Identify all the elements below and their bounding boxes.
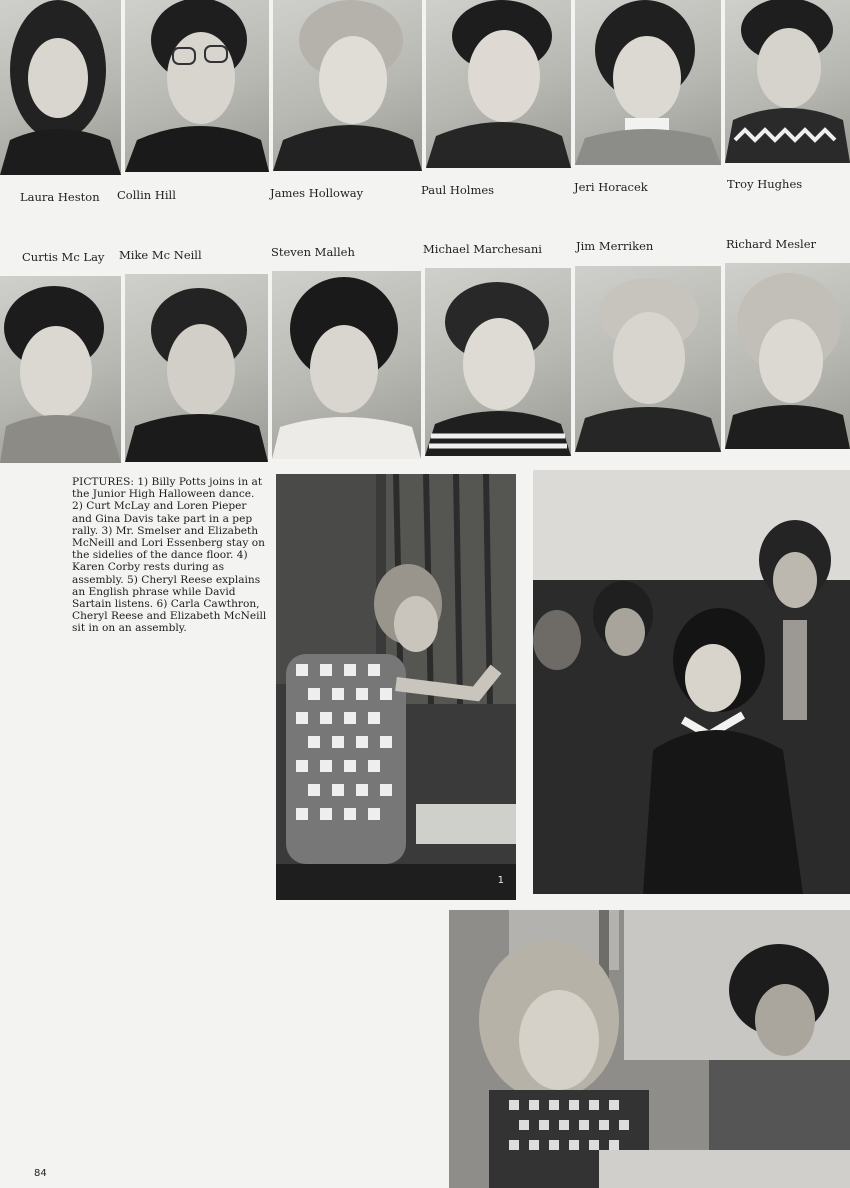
name-michael-marchesani: Michael Marchesani xyxy=(423,242,542,256)
portrait-jeri-horacek xyxy=(575,0,721,165)
name-troy-hughes: Troy Hughes xyxy=(727,177,803,191)
name-laura-heston: Laura Heston xyxy=(20,190,100,204)
portrait-curtis-mc-lay xyxy=(0,276,121,463)
name-collin-hill: Collin Hill xyxy=(117,188,176,202)
portrait-paul-holmes xyxy=(426,0,571,168)
name-james-holloway: James Holloway xyxy=(270,186,364,200)
name-curtis-mc-lay: Curtis Mc Lay xyxy=(22,250,105,264)
portrait-james-holloway xyxy=(273,0,422,171)
page-number: 84 xyxy=(34,1168,47,1179)
portrait-jim-merriken xyxy=(575,266,721,452)
portrait-michael-marchesani xyxy=(425,268,571,456)
name-mike-mc-neill: Mike Mc Neill xyxy=(119,248,202,262)
portrait-steven-malleh xyxy=(272,271,421,459)
name-paul-holmes: Paul Holmes xyxy=(421,183,495,197)
portrait-troy-hughes xyxy=(725,0,850,163)
photo-classroom xyxy=(449,910,850,1188)
portrait-laura-heston xyxy=(0,0,121,175)
photo-group-rally xyxy=(533,470,850,894)
photo-caption: PICTURES: 1) Billy Potts joins in at the Junior High Halloween dance. 2) Curt McLay and Loren Pieper and Gina Davis take part in a pep rally. 3) Mr. Smelser and Elizabeth McNeill and Lori Essenberg stay on the sidelies of the dance floor. 4) Karen Corby rests during as assembly. 5) Cheryl Reese explains an English phrase while David Sartain listens. 6) Carla Cawthron, Cheryl Reese and Elizabeth McNeill sit in on an assembly. xyxy=(72,476,267,635)
portrait-mike-mc-neill xyxy=(125,274,268,462)
photo-number: 1 xyxy=(497,875,504,886)
portrait-richard-mesler xyxy=(725,263,850,449)
name-jim-merriken: Jim Merriken xyxy=(576,239,654,253)
name-steven-malleh: Steven Malleh xyxy=(271,245,355,259)
name-richard-mesler: Richard Mesler xyxy=(726,237,817,251)
name-jeri-horacek: Jeri Horacek xyxy=(574,180,648,194)
portrait-collin-hill xyxy=(125,0,269,172)
photo-halloween-dance xyxy=(276,474,516,900)
